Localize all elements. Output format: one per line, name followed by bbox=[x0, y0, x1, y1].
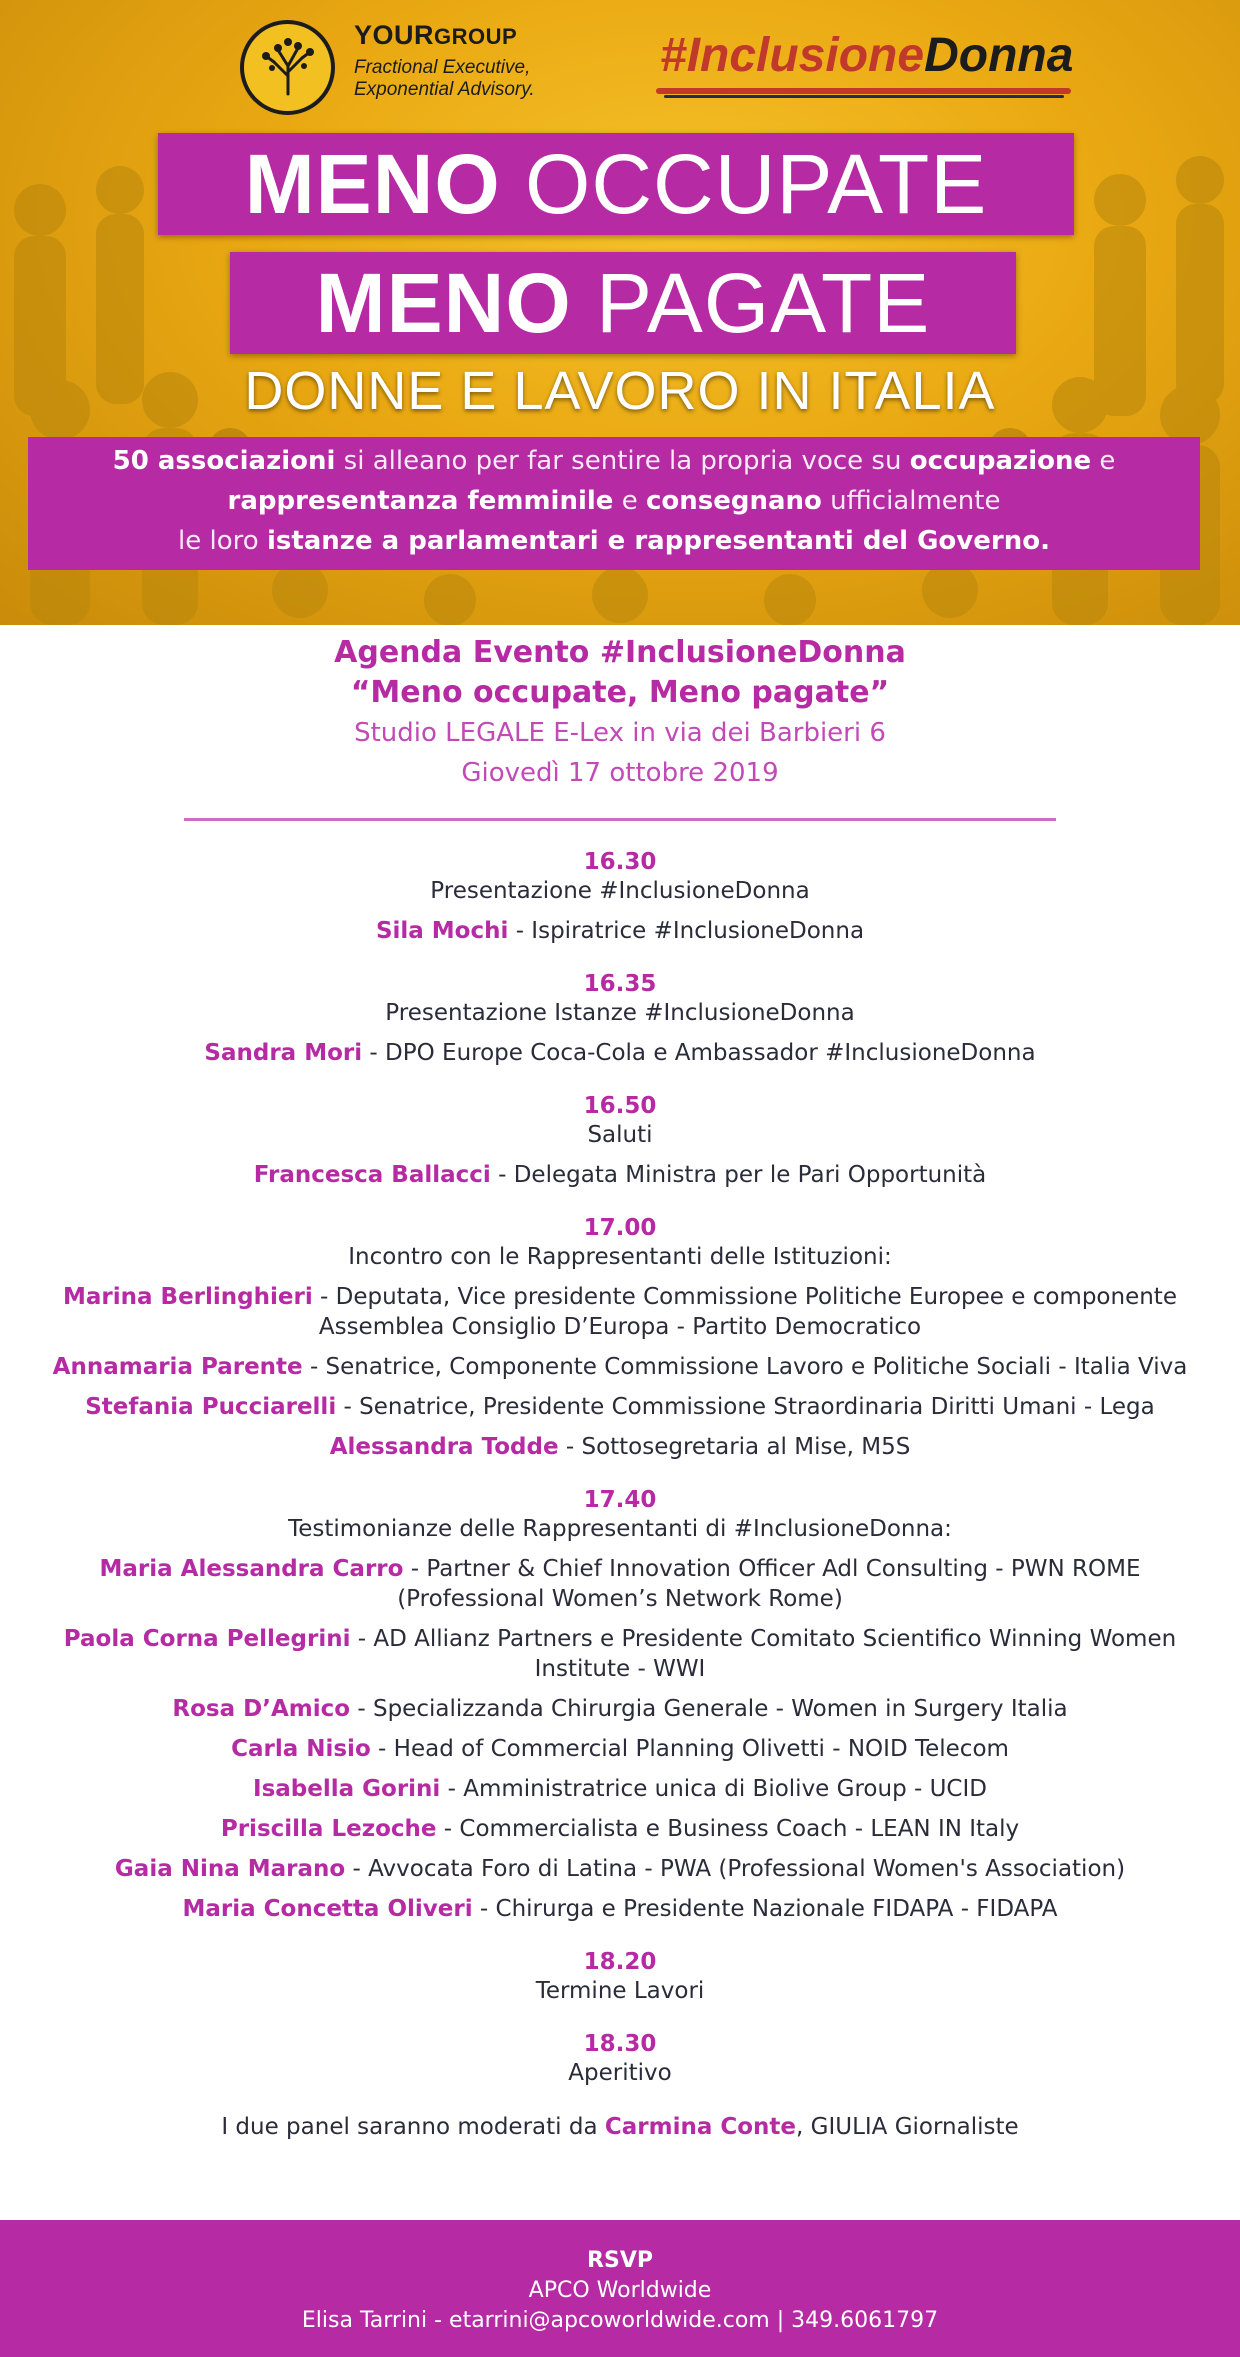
agenda-item bbox=[0, 970, 1240, 1068]
speaker-name: Stefania Pucciarelli bbox=[85, 1394, 337, 1420]
speaker bbox=[0, 1352, 1240, 1382]
agenda-item bbox=[0, 848, 1240, 946]
speaker-name: Sila Mochi bbox=[375, 918, 509, 944]
agenda-title: Presentazione #InclusioneDonna bbox=[430, 878, 810, 904]
agenda-time: 16.35 bbox=[583, 971, 657, 997]
speaker bbox=[0, 1734, 1240, 1764]
tree-icon bbox=[256, 36, 320, 100]
speaker-name: Sandra Mori bbox=[204, 1040, 363, 1066]
speaker bbox=[0, 1854, 1240, 1884]
speaker-role: - Commercialista e Business Coach - LEAN IN Italy bbox=[436, 1816, 1020, 1842]
speaker-role: - Sottosegretaria al Mise, M5S bbox=[558, 1434, 911, 1460]
speaker-name: Marina Berlinghieri bbox=[63, 1284, 313, 1310]
speaker bbox=[0, 1038, 1240, 1068]
speaker-role: - Partner & Chief Innovation Officer Adl Consulting - PWN ROME (Professional Women’s Network Rome) bbox=[397, 1556, 1141, 1612]
agenda-time: 17.00 bbox=[583, 1215, 657, 1241]
speaker-name: Maria Concetta Oliveri bbox=[182, 1896, 473, 1922]
agenda-title: Aperitivo bbox=[568, 2060, 672, 2086]
agenda-time: 16.50 bbox=[583, 1093, 657, 1119]
agenda-item bbox=[0, 1486, 1240, 1924]
speaker bbox=[0, 916, 1240, 946]
speaker-name: Alessandra Todde bbox=[329, 1434, 559, 1460]
hero-banner bbox=[0, 0, 1240, 625]
speaker-name: Paola Corna Pellegrini bbox=[63, 1626, 351, 1652]
agenda-time: 18.20 bbox=[583, 1949, 657, 1975]
hashtag-underline bbox=[656, 88, 1071, 94]
speaker-name: Isabella Gorini bbox=[253, 1776, 441, 1802]
agenda-item bbox=[0, 1092, 1240, 1190]
speaker-role: - Avvocata Foro di Latina - PWA (Professional Women's Association) bbox=[345, 1856, 1126, 1882]
desc-text-1: si alleano per far sentire la propria voce su bbox=[335, 446, 910, 476]
speaker-role: - Delegata Ministra per le Pari Opportunità bbox=[490, 1162, 987, 1188]
hashtag-suffix: Donna bbox=[924, 29, 1074, 82]
brand-name bbox=[354, 20, 535, 51]
speaker bbox=[0, 1894, 1240, 1924]
speaker-role: - AD Allianz Partners e Presidente Comitato Scientifico Winning Women Institute - WWI bbox=[350, 1626, 1177, 1682]
yourgroup-logo bbox=[240, 20, 335, 115]
headline-1-bold: MENO bbox=[244, 137, 501, 231]
desc-bold-1: 50 associazioni bbox=[112, 446, 336, 476]
event-title: Agenda Evento #InclusioneDonna bbox=[334, 635, 906, 670]
speaker-role: - Deputata, Vice presidente Commissione Politiche Europee e componente Assemblea Consiglio D’Europa - Partito Democratico bbox=[312, 1284, 1177, 1340]
speaker bbox=[0, 1814, 1240, 1844]
tagline-line-2: Exponential Advisory. bbox=[354, 79, 535, 100]
brand-name-bold: YOUR bbox=[354, 20, 435, 50]
agenda-item bbox=[0, 1948, 1240, 2006]
moderator-post: , GIULIA Giornaliste bbox=[796, 2114, 1019, 2140]
hero-subtitle: DONNE E LAVORO IN ITALIA bbox=[244, 361, 996, 421]
moderator-pre: I due panel saranno moderati da bbox=[221, 2114, 605, 2140]
desc-text-1b: e bbox=[1091, 446, 1116, 476]
agenda-title: Presentazione Istanze #InclusioneDonna bbox=[385, 1000, 855, 1026]
event-header bbox=[0, 633, 1240, 793]
agenda-item bbox=[0, 1214, 1240, 1462]
desc-bold-5: istanze a parlamentari e rappresentanti del Governo. bbox=[266, 526, 1050, 556]
speaker-name: Carla Nisio bbox=[231, 1736, 371, 1762]
rsvp-org: APCO Worldwide bbox=[528, 2278, 712, 2303]
desc-bold-2: occupazione bbox=[909, 446, 1092, 476]
rsvp-footer bbox=[0, 2220, 1240, 2357]
event-date: Giovedì 17 ottobre 2019 bbox=[461, 758, 779, 788]
hero-desc-line-1 bbox=[28, 441, 1200, 481]
headline-2-rest: PAGATE bbox=[596, 256, 931, 350]
brand-block bbox=[354, 20, 535, 101]
speaker-name: Rosa D’Amico bbox=[172, 1696, 351, 1722]
event-subtitle: “Meno occupate, Meno pagate” bbox=[350, 675, 890, 710]
speaker-name: Francesca Ballacci bbox=[253, 1162, 491, 1188]
speaker-role: - Chirurga e Presidente Nazionale FIDAPA - FIDAPA bbox=[472, 1896, 1058, 1922]
agenda-time: 17.40 bbox=[583, 1487, 657, 1513]
hero-description bbox=[28, 437, 1200, 570]
desc-text-2: e bbox=[613, 486, 646, 516]
speaker-name: Gaia Nina Marano bbox=[114, 1856, 346, 1882]
brand-name-rest: GROUP bbox=[434, 24, 518, 49]
event-venue: Studio LEGALE E-Lex in via dei Barbieri 6 bbox=[354, 718, 886, 748]
speaker-name: Annamaria Parente bbox=[52, 1354, 303, 1380]
speaker bbox=[0, 1392, 1240, 1422]
desc-text-2b: ufficialmente bbox=[821, 486, 1001, 516]
hero-desc-line-2 bbox=[28, 481, 1200, 521]
speaker-role: - Head of Commercial Planning Olivetti - NOID Telecom bbox=[370, 1736, 1009, 1762]
headline-1-rest: OCCUPATE bbox=[525, 137, 988, 231]
speaker-role: - Specializzanda Chirurgia Generale - Women in Surgery Italia bbox=[350, 1696, 1068, 1722]
speaker-name: Priscilla Lezoche bbox=[220, 1816, 437, 1842]
agenda-title: Incontro con le Rappresentanti delle Istituzioni: bbox=[348, 1244, 892, 1270]
hero-desc-line-3 bbox=[28, 521, 1200, 561]
speaker-role: - Senatrice, Componente Commissione Lavoro e Politiche Sociali - Italia Viva bbox=[302, 1354, 1188, 1380]
speaker-name: Maria Alessandra Carro bbox=[99, 1556, 404, 1582]
speaker-role: - DPO Europe Coca-Cola e Ambassador #InclusioneDonna bbox=[362, 1040, 1036, 1066]
agenda-title: Saluti bbox=[587, 1122, 653, 1148]
headline-band-1 bbox=[158, 133, 1074, 235]
headline-band-2 bbox=[230, 252, 1016, 354]
speaker-role: - Senatrice, Presidente Commissione Straordinaria Diritti Umani - Lega bbox=[336, 1394, 1155, 1420]
agenda-list bbox=[0, 848, 1240, 2142]
agenda-title: Testimonianze delle Rappresentanti di #InclusioneDonna: bbox=[288, 1516, 952, 1542]
agenda-item bbox=[0, 2030, 1240, 2088]
divider bbox=[184, 818, 1056, 821]
rsvp-label: RSVP bbox=[587, 2248, 653, 2273]
speaker bbox=[0, 1694, 1240, 1724]
tagline-line-1: Fractional Executive, bbox=[354, 57, 531, 78]
hashtag-underline-dark bbox=[664, 95, 1064, 98]
moderator-name: Carmina Conte bbox=[604, 2114, 797, 2140]
speaker bbox=[0, 1624, 1240, 1684]
agenda-time: 18.30 bbox=[583, 2031, 657, 2057]
speaker bbox=[0, 1282, 1240, 1342]
desc-bold-3: rappresentanza femminile bbox=[227, 486, 614, 516]
speaker bbox=[0, 1432, 1240, 1462]
agenda-time: 16.30 bbox=[583, 849, 657, 875]
moderator-note bbox=[0, 2112, 1240, 2142]
brand-tagline bbox=[354, 57, 535, 101]
headline-2-bold: MENO bbox=[315, 256, 572, 350]
speaker bbox=[0, 1774, 1240, 1804]
hashtag-prefix: #Inclusione bbox=[660, 29, 925, 82]
desc-bold-4: consegnano bbox=[645, 486, 822, 516]
rsvp-contact[interactable]: Elisa Tarrini - etarrini@apcoworldwide.com | 349.6061797 bbox=[301, 2308, 939, 2333]
speaker bbox=[0, 1554, 1240, 1614]
speaker bbox=[0, 1160, 1240, 1190]
speaker-role: - Amministratrice unica di Biolive Group - UCID bbox=[440, 1776, 987, 1802]
campaign-hashtag bbox=[660, 28, 1073, 83]
agenda-title: Termine Lavori bbox=[535, 1978, 705, 2004]
desc-text-3: le loro bbox=[178, 526, 267, 556]
speaker-role: - Ispiratrice #InclusioneDonna bbox=[508, 918, 865, 944]
